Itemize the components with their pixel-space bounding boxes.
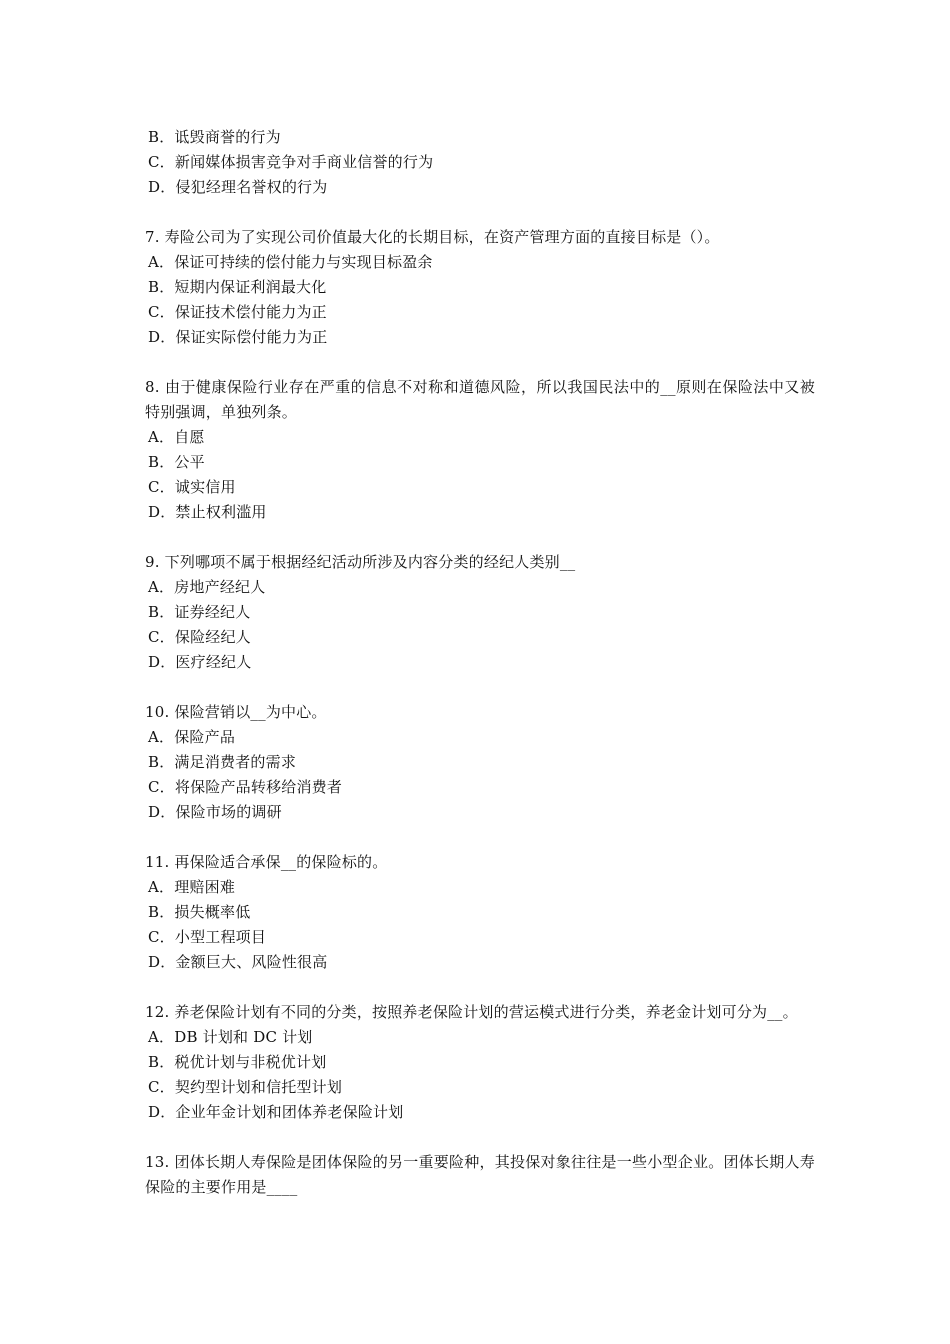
question-7 <box>145 225 815 350</box>
option-b: B．满足消费者的需求 <box>148 753 297 771</box>
question-stem: 12. 养老保险计划有不同的分类，按照养老保险计划的营运模式进行分类，养老金计划可分为__。 <box>145 1003 798 1021</box>
question-stem: 8. 由于健康保险行业存在严重的信息不对称和道德风险，所以我国民法中的__原则在保险法中又被特别强调，单独列条。 <box>145 378 815 421</box>
option-d: D．医疗经纪人 <box>148 653 252 671</box>
option-c: C．诚实信用 <box>148 478 236 496</box>
question-9 <box>145 550 815 675</box>
option-d: D．企业年金计划和团体养老保险计划 <box>148 1103 404 1121</box>
option-b: B．损失概率低 <box>148 903 251 921</box>
option-d: D．保证实际偿付能力为正 <box>148 328 328 346</box>
option-b: B．短期内保证利润最大化 <box>148 278 327 296</box>
option-d: D．保险市场的调研 <box>148 803 282 821</box>
option-c: C．保险经纪人 <box>148 628 251 646</box>
question-6-continued <box>145 125 815 200</box>
option-b: B．公平 <box>148 453 205 471</box>
option-b: B．诋毁商誉的行为 <box>148 128 281 146</box>
option-b: B．证券经纪人 <box>148 603 251 621</box>
option-c: C．小型工程项目 <box>148 928 267 946</box>
option-a: A．DB 计划和 DC 计划 <box>148 1028 313 1046</box>
option-d: D．禁止权利滥用 <box>148 503 267 521</box>
option-b: B．税优计划与非税优计划 <box>148 1053 327 1071</box>
question-stem: 10. 保险营销以__为中心。 <box>145 703 327 721</box>
question-10 <box>145 700 815 825</box>
option-a: A．保证可持续的偿付能力与实现目标盈余 <box>148 253 433 271</box>
question-13 <box>145 1150 815 1200</box>
option-d: D．侵犯经理名誉权的行为 <box>148 178 328 196</box>
option-a: A．自愿 <box>148 428 205 446</box>
question-stem: 11. 再保险适合承保__的保险标的。 <box>145 853 388 871</box>
option-c: C．保证技术偿付能力为正 <box>148 303 327 321</box>
document-page <box>145 125 815 1225</box>
question-11 <box>145 850 815 975</box>
question-8 <box>145 375 815 525</box>
question-12 <box>145 1000 815 1125</box>
question-stem: 9. 下列哪项不属于根据经纪活动所涉及内容分类的经纪人类别__ <box>145 553 576 571</box>
option-d: D．金额巨大、风险性很高 <box>148 953 328 971</box>
option-c: C．将保险产品转移给消费者 <box>148 778 343 796</box>
option-c: C．新闻媒体损害竞争对手商业信誉的行为 <box>148 153 434 171</box>
question-stem: 7. 寿险公司为了实现公司价值最大化的长期目标，在资产管理方面的直接目标是（）。 <box>145 228 720 246</box>
option-a: A．房地产经纪人 <box>148 578 266 596</box>
option-a: A．理赔困难 <box>148 878 236 896</box>
option-c: C．契约型计划和信托型计划 <box>148 1078 343 1096</box>
question-stem: 13. 团体长期人寿保险是团体保险的另一重要险种，其投保对象往往是一些小型企业。团体长期人寿保险的主要作用是____ <box>145 1153 815 1196</box>
option-a: A．保险产品 <box>148 728 236 746</box>
